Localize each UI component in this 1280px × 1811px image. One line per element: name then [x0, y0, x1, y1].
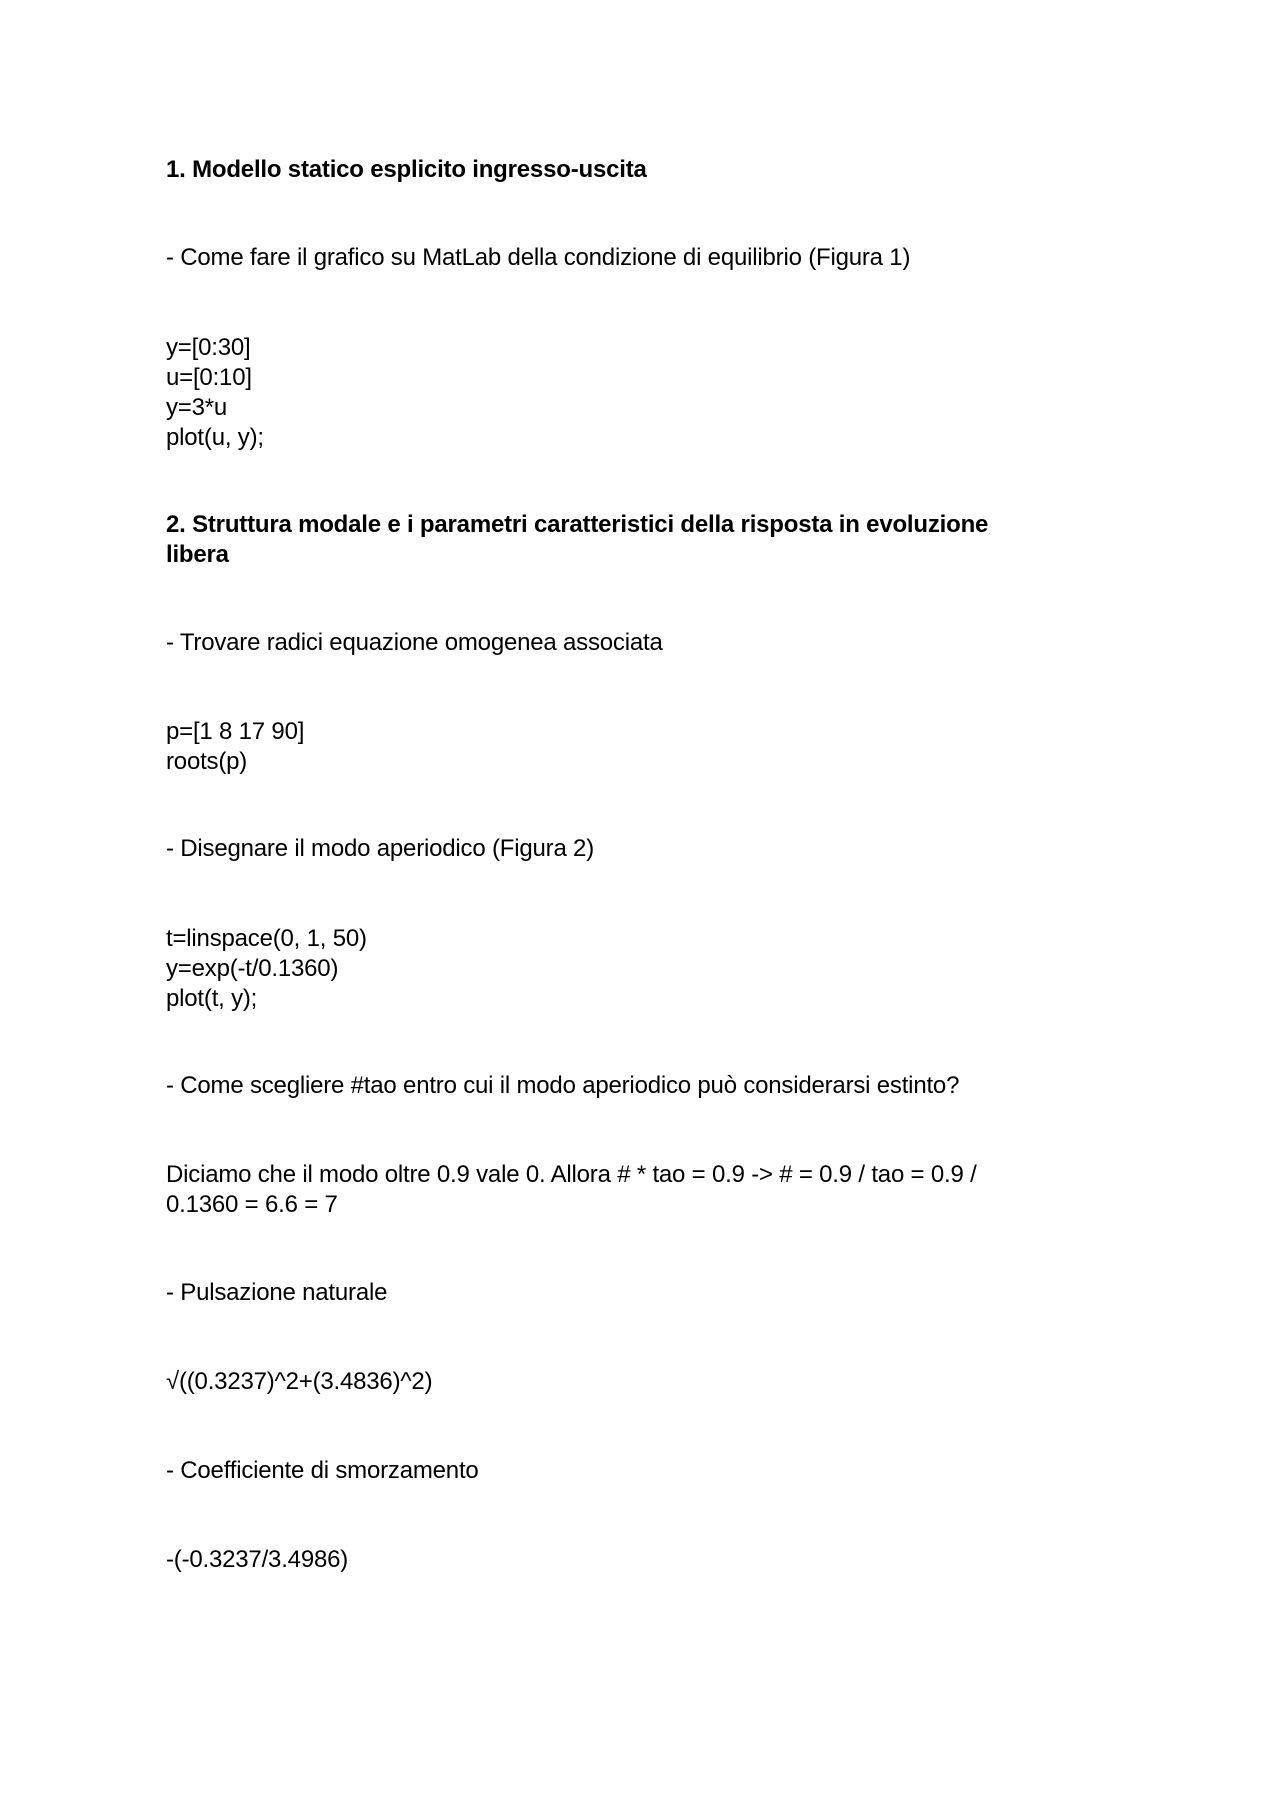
- tao-bullet: - Come scegliere #tao entro cui il modo aperiodico può considerarsi estinto?: [166, 1072, 960, 1099]
- section-2-heading-line-2: libera: [166, 541, 229, 568]
- aperiodic-bullet: - Disegnare il modo aperiodico (Figura 2): [166, 835, 594, 862]
- roots-bullet: - Trovare radici equazione omogenea associata: [166, 629, 663, 656]
- code-line: u=[0:10]: [166, 364, 252, 391]
- code-line: plot(u, y);: [166, 424, 264, 451]
- code-line: y=[0:30]: [166, 334, 251, 361]
- code-line: y=exp(-t/0.1360): [166, 955, 339, 982]
- pulsation-bullet: - Pulsazione naturale: [166, 1279, 388, 1306]
- tao-text-line-1: Diciamo che il modo oltre 0.9 vale 0. Allora # * tao = 0.9 -> # = 0.9 / tao = 0.9 /: [166, 1161, 977, 1188]
- code-line: p=[1 8 17 90]: [166, 718, 305, 745]
- damping-formula: -(-0.3237/3.4986): [166, 1546, 349, 1573]
- code-line: roots(p): [166, 748, 248, 775]
- section-1-heading: 1. Modello statico esplicito ingresso-uscita: [166, 156, 647, 183]
- pulsation-formula: √((0.3237)^2+(3.4836)^2): [166, 1368, 433, 1395]
- code-line: y=3*u: [166, 394, 228, 421]
- code-line: t=linspace(0, 1, 50): [166, 925, 367, 952]
- tao-text-line-2: 0.1360 = 6.6 = 7: [166, 1191, 338, 1218]
- damping-bullet: - Coefficiente di smorzamento: [166, 1457, 479, 1484]
- section-2-heading-line-1: 2. Struttura modale e i parametri caratteristici della risposta in evoluzione: [166, 511, 989, 538]
- code-line: plot(t, y);: [166, 985, 258, 1012]
- section-1-bullet: - Come fare il grafico su MatLab della condizione di equilibrio (Figura 1): [166, 244, 911, 271]
